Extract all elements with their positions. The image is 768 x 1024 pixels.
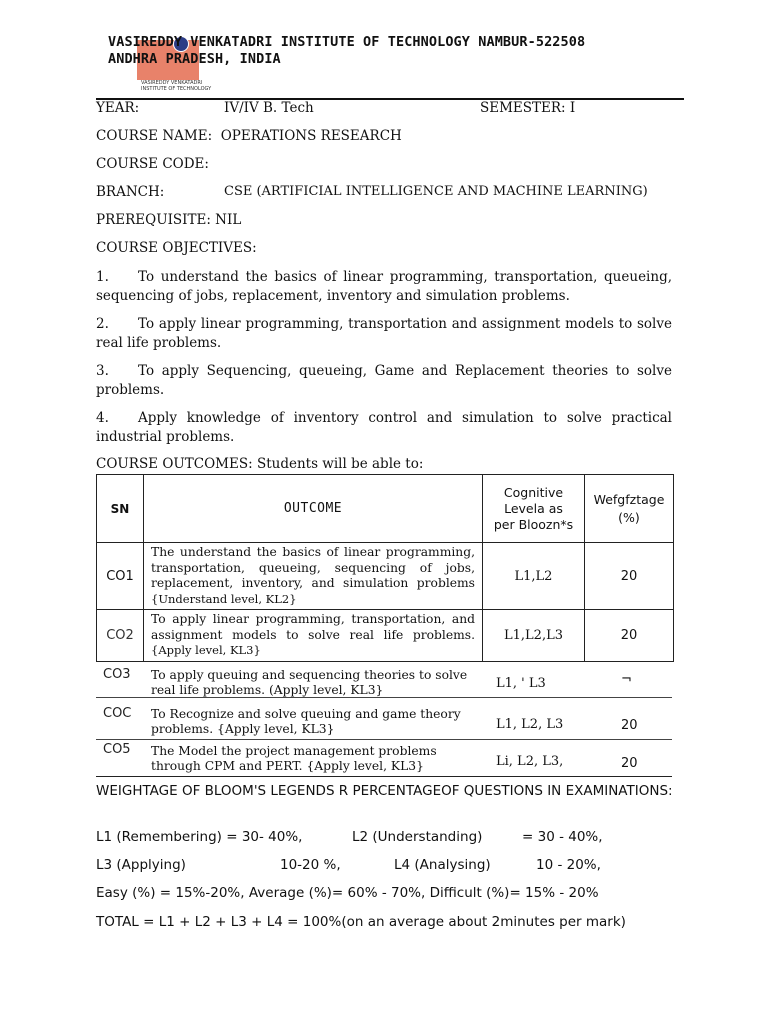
objective-item bbox=[96, 409, 672, 446]
bloom-l3-value: 10-20 %, bbox=[280, 857, 341, 873]
semester-text: SEMESTER: I bbox=[480, 100, 576, 116]
header-cognitive bbox=[483, 475, 585, 543]
objective-text: To understand the basics of linear programming, transportation, queueing, sequencing of jobs, replacement, inventory and simulation problems. bbox=[96, 269, 672, 304]
outcome-row-coc bbox=[96, 704, 672, 738]
co-id: CO3 bbox=[103, 667, 131, 682]
year-label: YEAR: bbox=[96, 100, 140, 116]
co-levels: L1, L2, L3 bbox=[496, 717, 564, 732]
co-weight: ¬ bbox=[621, 672, 632, 687]
branch-value: CSE (ARTIFICIAL INTELLIGENCE AND MACHINE LEARNING) bbox=[224, 184, 648, 199]
co-text: The understand the basics of linear programming, transportation, queueing, sequencing of jobs, replacement, inventory, and simulation problems bbox=[151, 545, 475, 590]
objective-number: 4. bbox=[96, 410, 109, 426]
header-rule bbox=[96, 98, 684, 100]
co-weight: 20 bbox=[585, 543, 674, 610]
course-name-label: COURSE NAME: bbox=[96, 128, 213, 144]
course-code-label: COURSE CODE: bbox=[96, 156, 209, 172]
bloom-row-l3-l4 bbox=[96, 857, 672, 875]
outcomes-table bbox=[96, 474, 674, 662]
co-levels: L1,L2 bbox=[483, 543, 585, 610]
co-text: To apply linear programming, transportation, and assignment models to solve real life problems. bbox=[151, 612, 475, 642]
outcomes-heading: COURSE OUTCOMES: Students will be able to: bbox=[96, 456, 424, 472]
co-levels: Li, L2, L3, bbox=[496, 754, 564, 769]
co-level-note: {Apply level, KL3} bbox=[151, 643, 261, 657]
objective-text: To apply linear programming, transportation and assignment models to solve real life problems. bbox=[96, 316, 672, 351]
co-description bbox=[144, 543, 483, 610]
prerequisite-text: PREREQUISITE: NIL bbox=[96, 212, 242, 228]
bloom-l1: L1 (Remembering) = 30- 40%, bbox=[96, 829, 303, 845]
bloom-heading: WEIGHTAGE OF BLOOM'S LEGENDS R PERCENTAGEOF QUESTIONS IN EXAMINATIONS: bbox=[96, 783, 673, 799]
bloom-l4-value: 10 - 20%, bbox=[536, 857, 601, 873]
course-name-value: OPERATIONS RESEARCH bbox=[220, 128, 402, 144]
year-value: IV/IV B. Tech bbox=[224, 100, 314, 116]
difficulty-distribution: Easy (%) = 15%-20%, Average (%)= 60% - 70%, Difficult (%)= 15% - 20% bbox=[96, 885, 599, 901]
outcome-row-co3 bbox=[96, 666, 672, 696]
objectives-heading: COURSE OBJECTIVES: bbox=[96, 240, 257, 256]
co-id: CO1 bbox=[97, 543, 144, 610]
co-text: To apply queuing and sequencing theories to solve real life problems. (Apply level, KL3} bbox=[151, 668, 468, 697]
branch-label: BRANCH: bbox=[96, 184, 165, 200]
institute-heading bbox=[108, 34, 585, 68]
co-weight: 20 bbox=[621, 756, 638, 771]
co-weight: 20 bbox=[621, 718, 638, 733]
institute-location: ANDHRA PRADESH, INDIA bbox=[108, 51, 281, 67]
header-cognitive-line1: Cognitive bbox=[503, 484, 564, 500]
logo-caption-line1: VASIREDDY VENKATADRI bbox=[141, 80, 203, 86]
header-outcome: OUTCOME bbox=[144, 475, 483, 543]
row-divider bbox=[96, 776, 672, 777]
bloom-row-l1-l2 bbox=[96, 829, 672, 847]
bloom-l2-label: L2 (Understanding) bbox=[352, 829, 483, 845]
objective-number: 3. bbox=[96, 363, 109, 379]
header-sn: SN bbox=[97, 475, 144, 543]
objective-number: 2. bbox=[96, 316, 109, 332]
bloom-l4-label: L4 (Analysing) bbox=[394, 857, 491, 873]
logo-caption bbox=[141, 80, 212, 92]
objective-text: Apply knowledge of inventory control and simulation to solve practical industrial problems. bbox=[96, 410, 672, 445]
co-id: COC bbox=[103, 706, 132, 721]
co-level-note: {Understand level, KL2} bbox=[151, 591, 297, 606]
objective-item bbox=[96, 315, 672, 352]
objective-number: 1. bbox=[96, 269, 109, 285]
header-cognitive-line2: Levela as bbox=[504, 500, 563, 516]
co-text: To Recognize and solve queuing and game theory problems. {Apply level, KL3} bbox=[151, 707, 461, 736]
co-levels: L1,L2,L3 bbox=[483, 610, 585, 662]
row-divider bbox=[96, 739, 672, 740]
co-text: The Model the project management problems through CPM and PERT. {Apply level, KL3} bbox=[151, 744, 437, 773]
table-row bbox=[97, 543, 674, 610]
logo-caption-line2: INSTITUTE OF TECHNOLOGY bbox=[141, 86, 212, 92]
header-weightage-line2: (%) bbox=[618, 509, 640, 525]
objective-text: To apply Sequencing, queueing, Game and Replacement theories to solve problems. bbox=[96, 363, 672, 398]
course-name-row bbox=[96, 128, 402, 144]
outcome-row-co5 bbox=[96, 741, 672, 775]
total-formula: TOTAL = L1 + L2 + L3 + L4 = 100%(on an average about 2minutes per mark) bbox=[96, 914, 626, 930]
header-weightage bbox=[585, 475, 674, 543]
co-weight: 20 bbox=[585, 610, 674, 662]
institute-name: VASIREDDY VENKATADRI INSTITUTE OF TECHNOLOGY NAMBUR-522508 bbox=[108, 34, 586, 50]
header-cognitive-line3: per Bloozn*s bbox=[493, 516, 574, 532]
row-divider bbox=[96, 697, 672, 698]
bloom-l3-label: L3 (Applying) bbox=[96, 857, 186, 873]
header-weightage-line1: Wefgfztage bbox=[593, 491, 665, 507]
co-id: CO2 bbox=[97, 610, 144, 662]
co-levels: L1, ' L3 bbox=[496, 676, 546, 691]
bloom-l2-value: = 30 - 40%, bbox=[522, 829, 603, 845]
objective-item bbox=[96, 362, 672, 399]
objective-item bbox=[96, 268, 672, 305]
table-row bbox=[97, 610, 674, 662]
co-description bbox=[144, 610, 483, 662]
co-id: CO5 bbox=[103, 742, 131, 757]
table-header-row bbox=[97, 475, 674, 543]
